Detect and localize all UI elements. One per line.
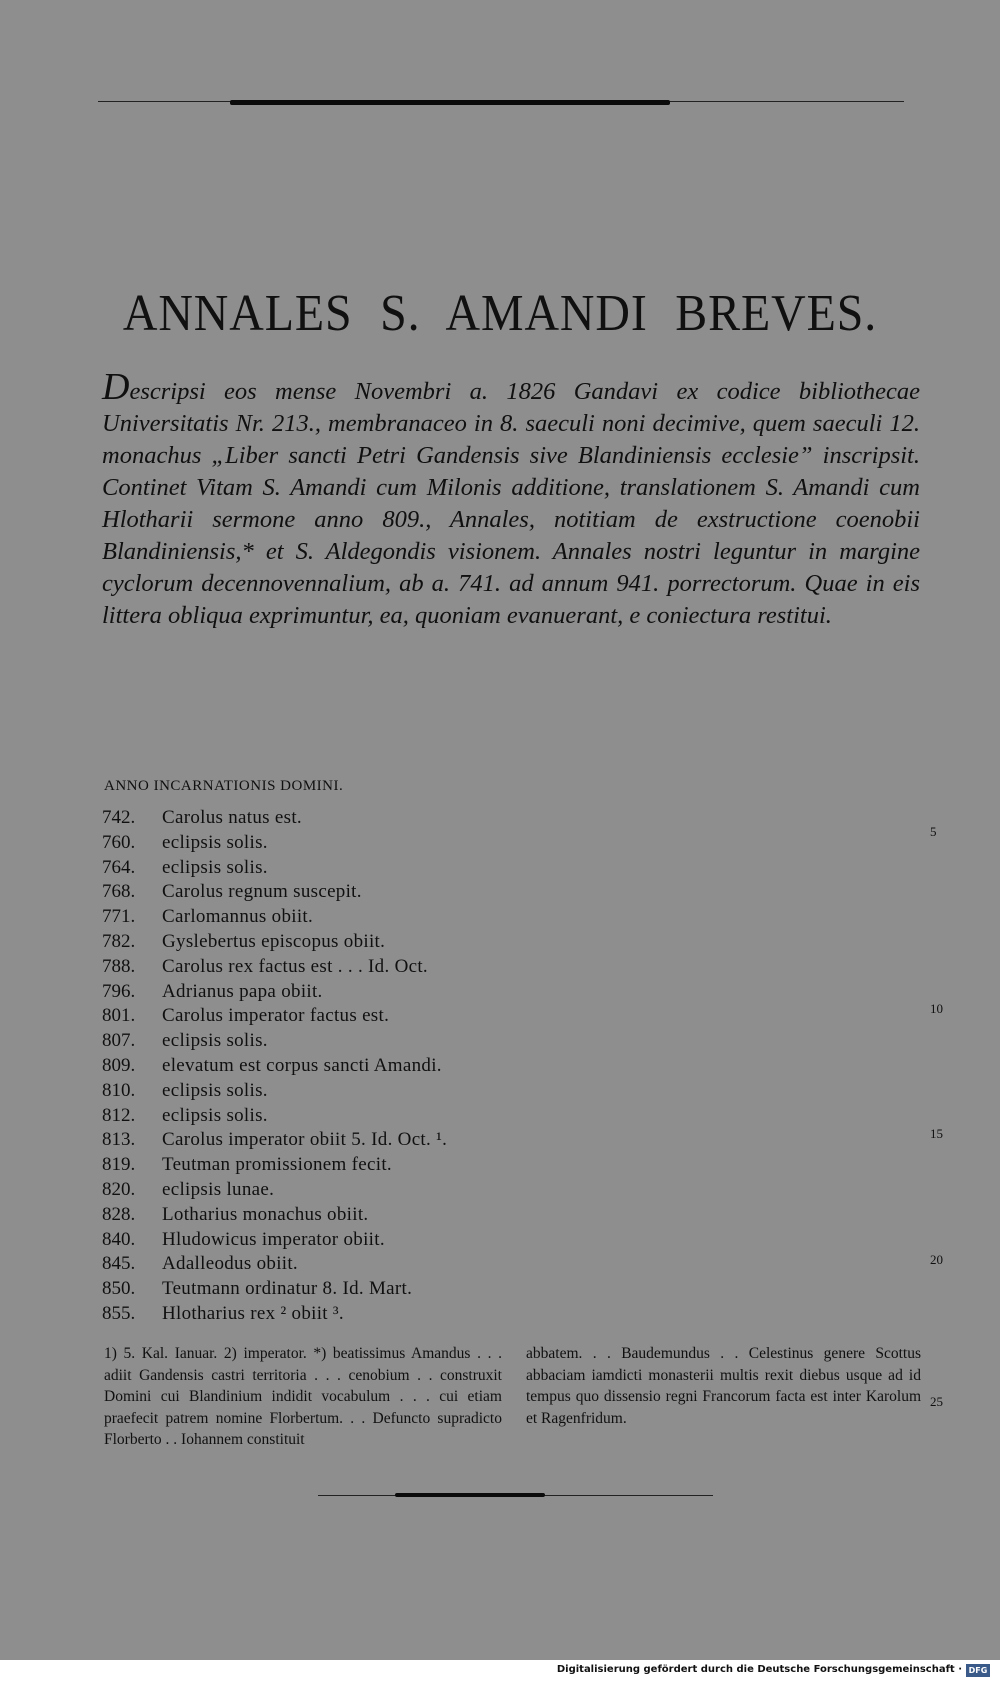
entry-year: 840. (102, 1228, 136, 1250)
footnotes-right-column: abbatem. . . Baudemundus . . Celestinus genere Scottus abbaciam iamdicti monasterii multis rexit diebus usque ad id tempus quo dissensio regni Francorum facta est inter Karolum et Ragenfridum. (526, 1345, 921, 1427)
annal-entry (102, 831, 447, 856)
annal-entry (102, 1054, 447, 1079)
entry-text: Adalleodus obiit. (162, 1253, 298, 1275)
line-number: 15 (930, 1126, 943, 1141)
entry-year: 768. (102, 881, 136, 903)
entry-text: Carolus imperator factus est. (162, 1005, 390, 1027)
entry-text: eclipsis lunae. (162, 1178, 275, 1200)
dfg-footer-note: Digitalisierung gefördert durch die Deutsche Forschungsgemeinschaft · (556, 1664, 962, 1675)
entry-text: eclipsis solis. (162, 856, 268, 878)
entry-text: Carolus rex factus est . . . Id. Oct. (162, 955, 428, 977)
entry-year: 771. (102, 906, 136, 928)
entry-year: 807. (102, 1030, 136, 1052)
entry-text: Carolus natus est. (162, 807, 302, 828)
entry-year: 782. (102, 930, 136, 952)
entry-year: 742. (102, 807, 136, 828)
line-number: 20 (930, 1252, 943, 1267)
annal-entry (102, 980, 447, 1005)
entry-text: Carolus imperator obiit 5. Id. Oct. ¹. (162, 1129, 448, 1151)
entry-year: 810. (102, 1079, 136, 1101)
entry-year: 801. (102, 1005, 136, 1027)
entry-year: 845. (102, 1253, 136, 1275)
entry-text: eclipsis solis. (162, 1104, 268, 1126)
annal-entry (102, 1178, 447, 1203)
annal-entry (102, 905, 447, 930)
entry-year: 764. (102, 856, 136, 878)
entry-text: eclipsis solis. (162, 1030, 268, 1052)
annal-entry (102, 1128, 447, 1153)
annal-entry (102, 856, 447, 881)
intro-text: escripsi eos mense Novembri a. 1826 Gandavi ex codice bibliothecae Universitatis Nr. 213., membranaceo in 8. saeculi noni decimive, quem saeculi 12. monachus „Liber sancti Petri Gandensis sive Blandiniensis ecclesie” inscripsit. Continet Vitam S. Amandi cum Milonis additione, translationem S. Amandi cum Hlotharii sermone anno 809., Annales, notitiam de exstructione coenobii Blandiniensis,* et S. Aldegondis visionem. Annales nostri leguntur in margine cyclorum decennovennalium, ab a. 741. ad annum 941. porrectorum. Quae in eis littera obliqua exprimuntur, ea, quoniam evanuerant, e coniectura restitui. (102, 378, 920, 629)
line-number: 25 (930, 1394, 943, 1409)
entry-year: 812. (102, 1104, 136, 1126)
entry-text: Carlomannus obiit. (162, 906, 314, 928)
entry-text: Gyslebertus episcopus obiit. (162, 930, 386, 952)
entry-text: eclipsis solis. (162, 831, 268, 853)
annals-list (102, 806, 447, 1327)
drop-cap: D (102, 366, 130, 408)
annal-entry (102, 930, 447, 955)
entry-text: eclipsis solis. (162, 1079, 268, 1101)
entry-text: Carolus regnum suscepit. (162, 881, 362, 903)
entry-year: 850. (102, 1278, 136, 1300)
annal-entry (102, 1004, 447, 1029)
entry-text: Teutmann ordinatur 8. Id. Mart. (162, 1278, 413, 1300)
annal-entry (102, 880, 447, 905)
top-rule-bold (230, 100, 670, 105)
bottom-rule-bold (395, 1493, 545, 1497)
anno-heading: ANNO INCARNATIONIS DOMINI. (104, 778, 344, 794)
annal-entry (102, 1029, 447, 1054)
entry-year: 788. (102, 955, 136, 977)
entry-year: 820. (102, 1178, 136, 1200)
entry-text: Hludowicus imperator obiit. (162, 1228, 385, 1250)
annal-entry (102, 955, 447, 980)
annal-entry (102, 806, 447, 831)
entry-text: elevatum est corpus sancti Amandi. (162, 1054, 442, 1076)
entry-year: 855. (102, 1302, 136, 1324)
entry-year: 809. (102, 1054, 136, 1076)
annal-entry (102, 1252, 447, 1277)
line-number: 5 (930, 824, 937, 839)
dfg-logo-icon: DFG (966, 1664, 990, 1677)
footnotes-left-column: 1) 5. Kal. Ianuar. 2) imperator. *) beatissimus Amandus . . . adiit Gandensis castri territoria . . . cenobium . . construxit Domini cui Blandinium indidit vocabulum . . . cui etiam praefecit patrem nomine Florbertum. . . Defuncto supradicto Florberto . . Iohannem constituit (104, 1345, 502, 1448)
annal-entry (102, 1302, 447, 1327)
entry-text: Lotharius monachus obiit. (162, 1203, 369, 1225)
line-number: 10 (930, 1001, 943, 1016)
entry-year: 796. (102, 980, 136, 1002)
entry-text: Teutman promissionem fecit. (162, 1154, 392, 1176)
annal-entry (102, 1277, 447, 1302)
annal-entry (102, 1228, 447, 1253)
annal-entry (102, 1153, 447, 1178)
annal-entry (102, 1079, 447, 1104)
entry-year: 819. (102, 1154, 136, 1176)
entry-year: 813. (102, 1129, 136, 1151)
entry-text: Adrianus papa obiit. (162, 980, 323, 1002)
entry-text: Hlotharius rex ² obiit ³. (162, 1302, 344, 1324)
entry-year: 760. (102, 831, 136, 853)
annal-entry (102, 1104, 447, 1129)
entry-year: 828. (102, 1203, 136, 1225)
intro-paragraph (102, 366, 920, 632)
annal-entry (102, 1203, 447, 1228)
page-title: ANNALES S. AMANDI BREVES. (122, 285, 878, 342)
